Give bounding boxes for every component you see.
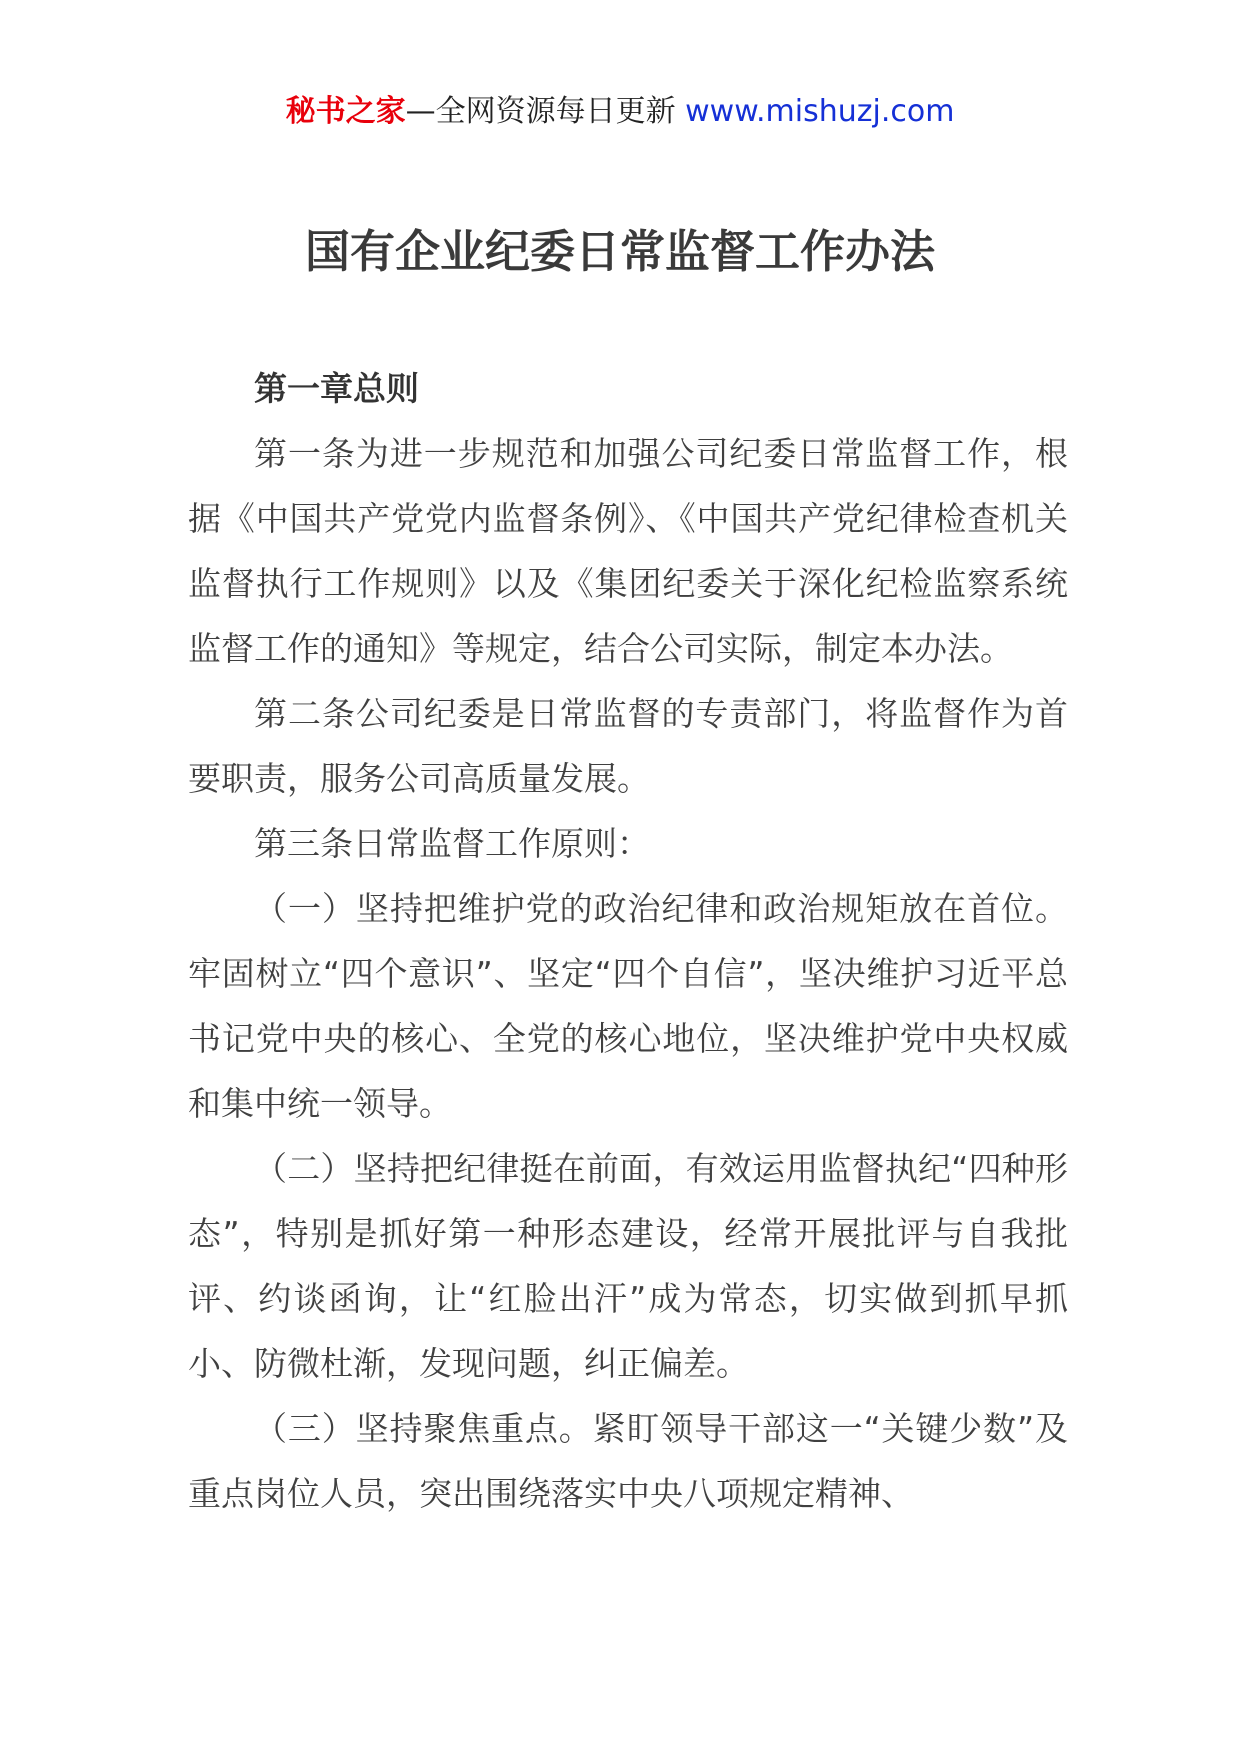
principle-3-paragraph: （三）坚持聚焦重点。紧盯领导干部这一“关键少数”及重点岗位人员，突出围绕落实中央八项规定精神、: [188, 1409, 1068, 1513]
principle-1-paragraph: （一）坚持把维护党的政治纪律和政治规矩放在首位。牢固树立“四个意识”、坚定“四个自信”，坚决维护习近平总书记党中央的核心、全党的核心地位，坚决维护党中央权威和集中统一领导。: [188, 889, 1068, 1123]
site-slogan: —全网资源每日更新: [405, 94, 676, 129]
site-header: [0, 92, 1240, 132]
principle-2-paragraph: （二）坚持把纪律挺在前面，有效运用监督执纪“四种形态”，特别是抓好第一种形态建设，经常开展批评与自我批评、约谈函询，让“红脸出汗”成为常态，切实做到抓早抓小、防微杜渐，发现问题，纠正偏差。: [188, 1149, 1068, 1383]
document-body: [188, 356, 1068, 1526]
chapter-heading: 第一章总则: [254, 369, 419, 408]
document-title: 国有企业纪委日常监督工作办法: [304, 225, 935, 278]
article-3-paragraph: 第三条日常监督工作原则：: [254, 824, 650, 863]
site-brand: 秘书之家: [285, 94, 406, 129]
site-url-link[interactable]: www.mishuzj.com: [685, 94, 955, 129]
article-2-paragraph: 第二条公司纪委是日常监督的专责部门，将监督作为首要职责，服务公司高质量发展。: [188, 694, 1068, 798]
article-1-paragraph: 第一条为进一步规范和加强公司纪委日常监督工作，根据《中国共产党党内监督条例》、《中国共产党纪律检查机关监督执行工作规则》以及《集团纪委关于深化纪检监察系统监督工作的通知》等规定，结合公司实际，制定本办法。: [188, 434, 1068, 668]
